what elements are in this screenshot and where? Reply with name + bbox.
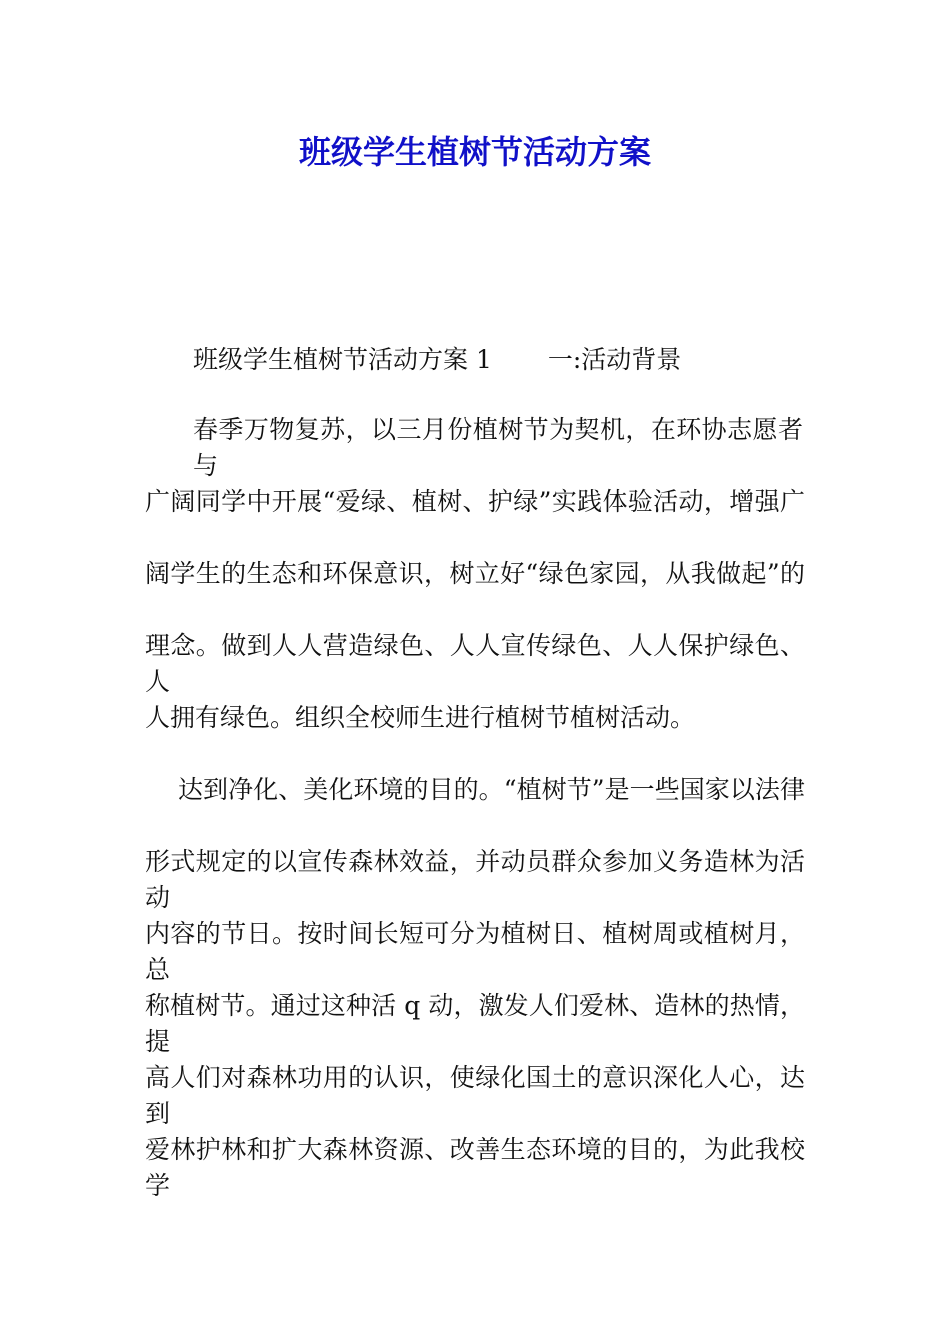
paragraph-1-line-4: 理念。做到人人营造绿色、人人宣传绿色、人人保护绿色、人 [145,631,805,696]
paragraph-2-line-3: 内容的节日。按时间长短可分为植树日、植树周或植树月，总 [145,919,805,984]
section-heading [193,342,681,378]
section-heading-right: 一:活动背景 [547,345,682,374]
paragraph-1-line-3: 阔学生的生态和环保意识，树立好“绿色家园，从我做起”的 [145,559,805,588]
paragraph-1-line-1: 春季万物复苏，以三月份植树节为契机，在环协志愿者与 [193,415,803,480]
paragraph-1-line-2: 广阔同学中开展“爱绿、植树、护绿”实践体验活动，增强广 [145,487,805,516]
paragraph-1-line-5: 人拥有绿色。组织全校师生进行植树节植树活动。 [145,703,696,732]
paragraph-2-line-2: 形式规定的以宣传森林效益，并动员群众参加义务造林为活动 [145,847,805,912]
paragraph-2-line-5: 高人们对森林功用的认识，使绿化国土的意识深化人心，达到 [145,1063,805,1128]
paragraph-2-line-4: 称植树节。通过这种活 q 动，激发人们爱林、造林的热情，提 [145,991,805,1056]
paragraph-2-line-6: 爱林护林和扩大森林资源、改善生态环境的目的，为此我校学 [145,1135,805,1200]
section-heading-left: 班级学生植树节活动方案 1 [193,345,492,374]
paragraph-2-line-1: 达到净化、美化环境的目的。“植树节”是一些国家以法律 [178,775,805,804]
document-title: 班级学生植树节活动方案 [298,133,651,171]
